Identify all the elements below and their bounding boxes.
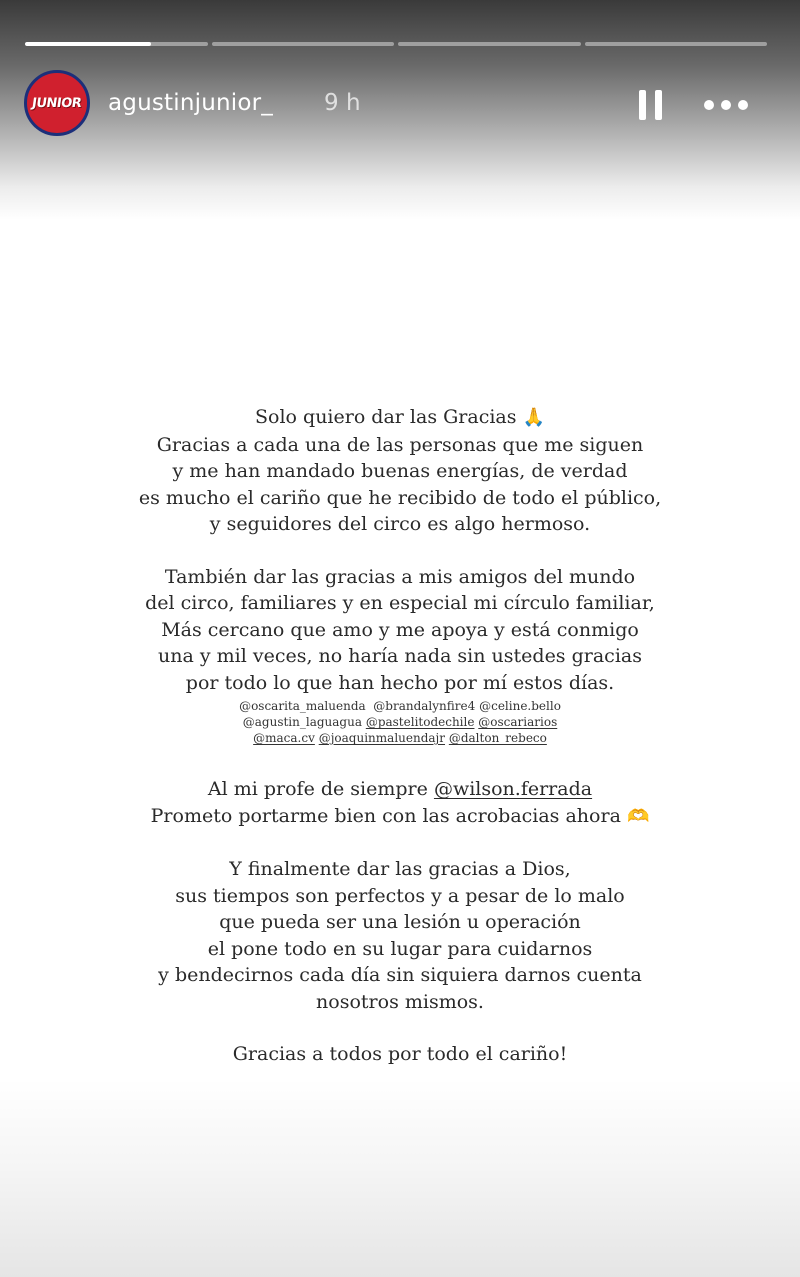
mention-link[interactable]: @wilson.ferrada <box>433 778 593 800</box>
text-line: También dar las gracias a mis amigos del mundo <box>164 565 636 588</box>
mention-tag[interactable]: @joaquinmaluendajr <box>318 731 446 745</box>
mention-tag[interactable]: @oscariarios <box>478 715 558 729</box>
progress-segment <box>398 42 581 46</box>
text-line: Más cercano que amo y me apoya y está conmigo <box>161 618 639 641</box>
progress-segment <box>212 42 395 46</box>
mention-tag[interactable]: @dalton_rebeco <box>448 731 547 745</box>
text-line: y bendecirnos cada día sin siquiera darnos cuenta <box>158 964 642 986</box>
more-horizontal-icon[interactable] <box>704 98 750 112</box>
text-line: por todo lo que han hecho por mí estos días. <box>185 671 615 694</box>
paragraph-friends <box>60 564 740 697</box>
text-line: el pone todo en su lugar para cuidarnos <box>207 937 593 960</box>
text-line: Gracias a todos por todo el cariño! <box>232 1043 568 1065</box>
tag-line <box>60 730 740 746</box>
paragraph-thanks <box>60 404 740 538</box>
story-progress-bar <box>25 42 767 47</box>
text-line: que pueda ser una lesión u operación <box>219 911 581 933</box>
text-line: Prometo portarme bien con las acrobacias ahora 🫶 <box>150 804 650 827</box>
tag-line <box>60 698 740 714</box>
story-text <box>60 404 740 1068</box>
text-line: y me han mandado buenas energías, de verdad <box>172 460 628 482</box>
tag-line <box>60 714 740 730</box>
story-header <box>24 70 764 138</box>
mention-tag[interactable]: @oscarita_maluenda <box>239 699 366 713</box>
progress-segment-fill <box>25 42 151 46</box>
text-line: una y mil veces, no haría nada sin ustedes gracias <box>158 645 642 667</box>
mention-tag[interactable]: @brandalynfire4 <box>373 699 476 713</box>
paragraph-closing <box>60 1041 740 1068</box>
heart-hands-emoji-icon: 🫶 <box>626 805 650 827</box>
mention-tags <box>60 698 740 746</box>
bottom-gradient-overlay <box>0 1077 800 1277</box>
paragraph-teacher <box>60 776 740 830</box>
text-line: Solo quiero dar las Gracias 🙏 <box>255 406 545 428</box>
mention-tag[interactable]: @agustin_laguagua <box>242 715 362 729</box>
progress-segment <box>25 42 208 46</box>
mention-tag[interactable]: @pastelitodechile <box>365 715 475 729</box>
avatar[interactable] <box>24 70 90 136</box>
mention-tag[interactable]: @celine.bello <box>479 699 561 713</box>
avatar-logo-text: JUNIOR <box>31 95 83 111</box>
text-line: y seguidores del circo es algo hermoso. <box>209 513 591 535</box>
text-line: nosotros mismos. <box>316 990 484 1013</box>
text-line: Gracias a cada una de las personas que me siguen <box>156 433 644 456</box>
paragraph-god <box>60 856 740 1015</box>
text-line: del circo, familiares y en especial mi círculo familiar, <box>145 592 655 614</box>
username-link[interactable]: agustinjunior_ <box>108 90 274 116</box>
pause-icon[interactable] <box>636 88 668 122</box>
text-line: sus tiempos son perfectos y a pesar de lo malo <box>175 884 625 907</box>
text-line: es mucho el cariño que he recibido de todo el público, <box>138 486 662 509</box>
pray-emoji-icon: 🙏 <box>522 407 545 428</box>
mention-tag[interactable]: @maca.cv <box>253 731 315 745</box>
text-line: Y finalmente dar las gracias a Dios, <box>229 858 571 880</box>
text-line: Al mi profe de siempre @wilson.ferrada <box>207 778 593 800</box>
progress-segment <box>585 42 768 46</box>
post-time: 9 h <box>324 90 361 116</box>
